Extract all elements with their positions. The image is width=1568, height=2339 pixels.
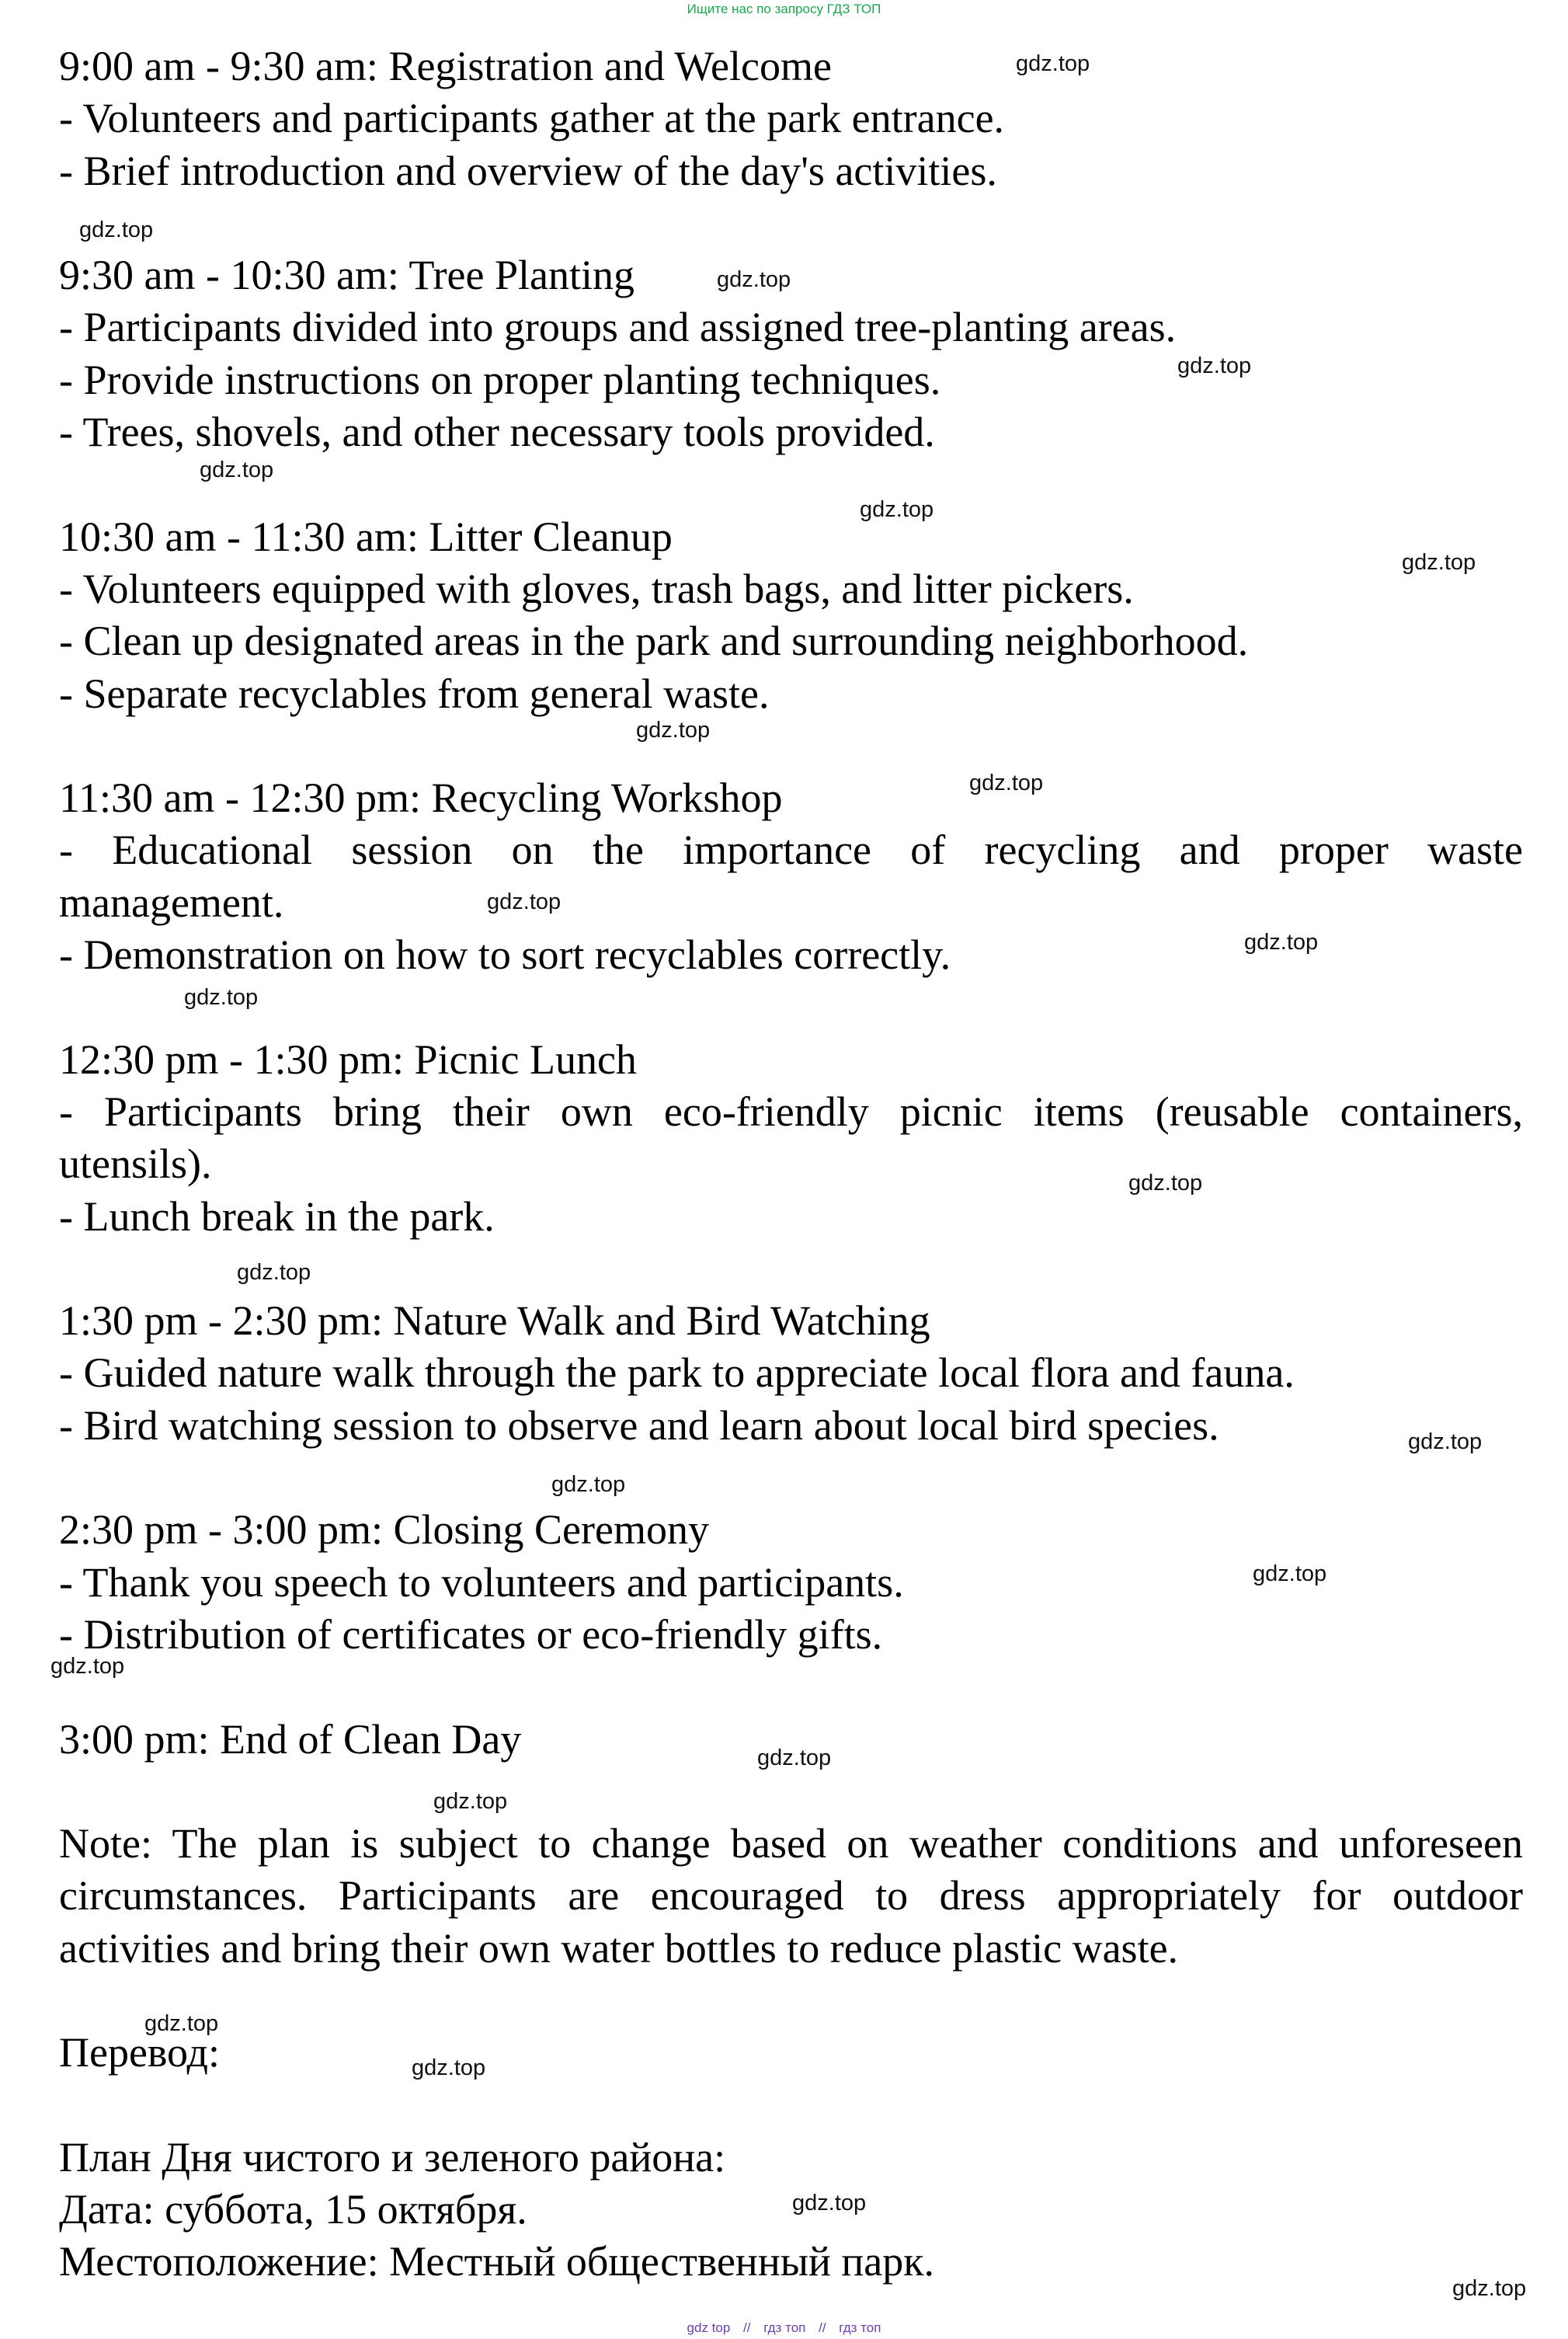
- watermark: gdz.top: [717, 267, 791, 292]
- note-line: circumstances. Participants are encouraged to dress appropriately for outdoor: [59, 1872, 1523, 1920]
- watermark: gdz.top: [79, 218, 154, 242]
- watermark: gdz.top: [1128, 1171, 1203, 1196]
- watermark: gdz.top: [50, 1654, 125, 1679]
- section-title: 1:30 pm - 2:30 pm: Nature Walk and Bird Watching: [59, 1297, 930, 1345]
- list-item: - Educational session on the importance of recycling and proper waste: [59, 827, 1523, 874]
- watermark: gdz.top: [792, 2191, 867, 2215]
- bottom-banner-separator: //: [743, 2320, 751, 2335]
- list-item: - Volunteers equipped with gloves, trash bags, and litter pickers.: [59, 565, 1134, 612]
- document-body: [59, 40, 1523, 2289]
- list-item: - Participants divided into groups and assigned tree-planting areas.: [59, 304, 1177, 351]
- section-title: 11:30 am - 12:30 pm: Recycling Workshop: [59, 774, 783, 822]
- bottom-banner[interactable]: [0, 2320, 1568, 2336]
- watermark: gdz.top: [412, 2055, 486, 2080]
- list-item: - Separate recyclables from general waste.: [59, 670, 770, 717]
- watermark: gdz.top: [1408, 1429, 1483, 1454]
- bottom-banner-link[interactable]: гдз топ: [763, 2320, 806, 2335]
- list-item: - Volunteers and participants gather at the park entrance.: [59, 95, 1005, 142]
- watermark: gdz.top: [1402, 550, 1476, 575]
- watermark: gdz.top: [860, 497, 934, 522]
- section-title: 10:30 am - 11:30 am: Litter Cleanup: [59, 513, 673, 560]
- watermark: gdz.top: [433, 1789, 508, 1814]
- watermark: gdz.top: [487, 889, 561, 914]
- watermark: gdz.top: [1244, 930, 1319, 955]
- section-title: 3:00 pm: End of Clean Day: [59, 1715, 522, 1763]
- bottom-banner-link[interactable]: gdz top: [687, 2320, 731, 2335]
- watermark: gdz.top: [969, 771, 1044, 795]
- list-item: - Brief introduction and overview of the day's activities.: [59, 147, 997, 194]
- section-title: 12:30 pm - 1:30 pm: Picnic Lunch: [59, 1035, 637, 1083]
- list-item: - Lunch break in the park.: [59, 1192, 495, 1240]
- list-item: - Distribution of certificates or eco-friendly gifts.: [59, 1610, 883, 1658]
- watermark: gdz.top: [144, 2011, 219, 2036]
- list-item: - Guided nature walk through the park to appreciate local flora and fauna.: [59, 1349, 1295, 1397]
- bottom-banner-link[interactable]: гдз топ: [839, 2320, 881, 2335]
- list-item: - Clean up designated areas in the park and surrounding neighborhood.: [59, 618, 1249, 665]
- translation-label: Перевод:: [59, 2029, 220, 2076]
- list-item: - Trees, shovels, and other necessary tools provided.: [59, 409, 935, 456]
- section-title: 9:30 am - 10:30 am: Tree Planting: [59, 252, 635, 299]
- translation-location: Местоположение: Местный общественный парк.: [59, 2238, 935, 2285]
- watermark: gdz.top: [200, 458, 274, 482]
- list-item: - Thank you speech to volunteers and participants.: [59, 1558, 904, 1606]
- watermark: gdz.top: [237, 1260, 311, 1285]
- bottom-banner-separator: //: [819, 2320, 826, 2335]
- note-line: activities and bring their own water bottles to reduce plastic waste.: [59, 1924, 1179, 1972]
- section-title: 2:30 pm - 3:00 pm: Closing Ceremony: [59, 1506, 709, 1554]
- watermark: gdz.top: [1177, 353, 1252, 378]
- section-title: 9:00 am - 9:30 am: Registration and Welcome: [59, 43, 832, 89]
- translation-title: План Дня чистого и зеленого района:: [59, 2133, 726, 2181]
- watermark: gdz.top: [184, 985, 259, 1010]
- watermark: gdz.top: [1452, 2276, 1527, 2301]
- list-item: - Demonstration on how to sort recyclables correctly.: [59, 931, 951, 979]
- list-item-continuation: utensils).: [59, 1140, 212, 1188]
- watermark: gdz.top: [636, 718, 711, 743]
- list-item: - Provide instructions on proper planting techniques.: [59, 356, 941, 403]
- list-item-continuation: management.: [59, 879, 284, 926]
- watermark: gdz.top: [551, 1472, 626, 1497]
- watermark: gdz.top: [1016, 51, 1090, 76]
- watermark: gdz.top: [1253, 1561, 1327, 1586]
- list-item: - Bird watching session to observe and learn about local bird species.: [59, 1401, 1219, 1449]
- note-line: Note: The plan is subject to change based on weather conditions and unforeseen: [59, 1820, 1523, 1867]
- translation-date: Дата: суббота, 15 октября.: [59, 2186, 527, 2233]
- top-banner[interactable]: Ищите нас по запросу ГДЗ ТОП: [687, 2, 881, 16]
- watermark: gdz.top: [757, 1746, 832, 1770]
- list-item: - Participants bring their own eco-friendly picnic items (reusable containers,: [59, 1088, 1523, 1135]
